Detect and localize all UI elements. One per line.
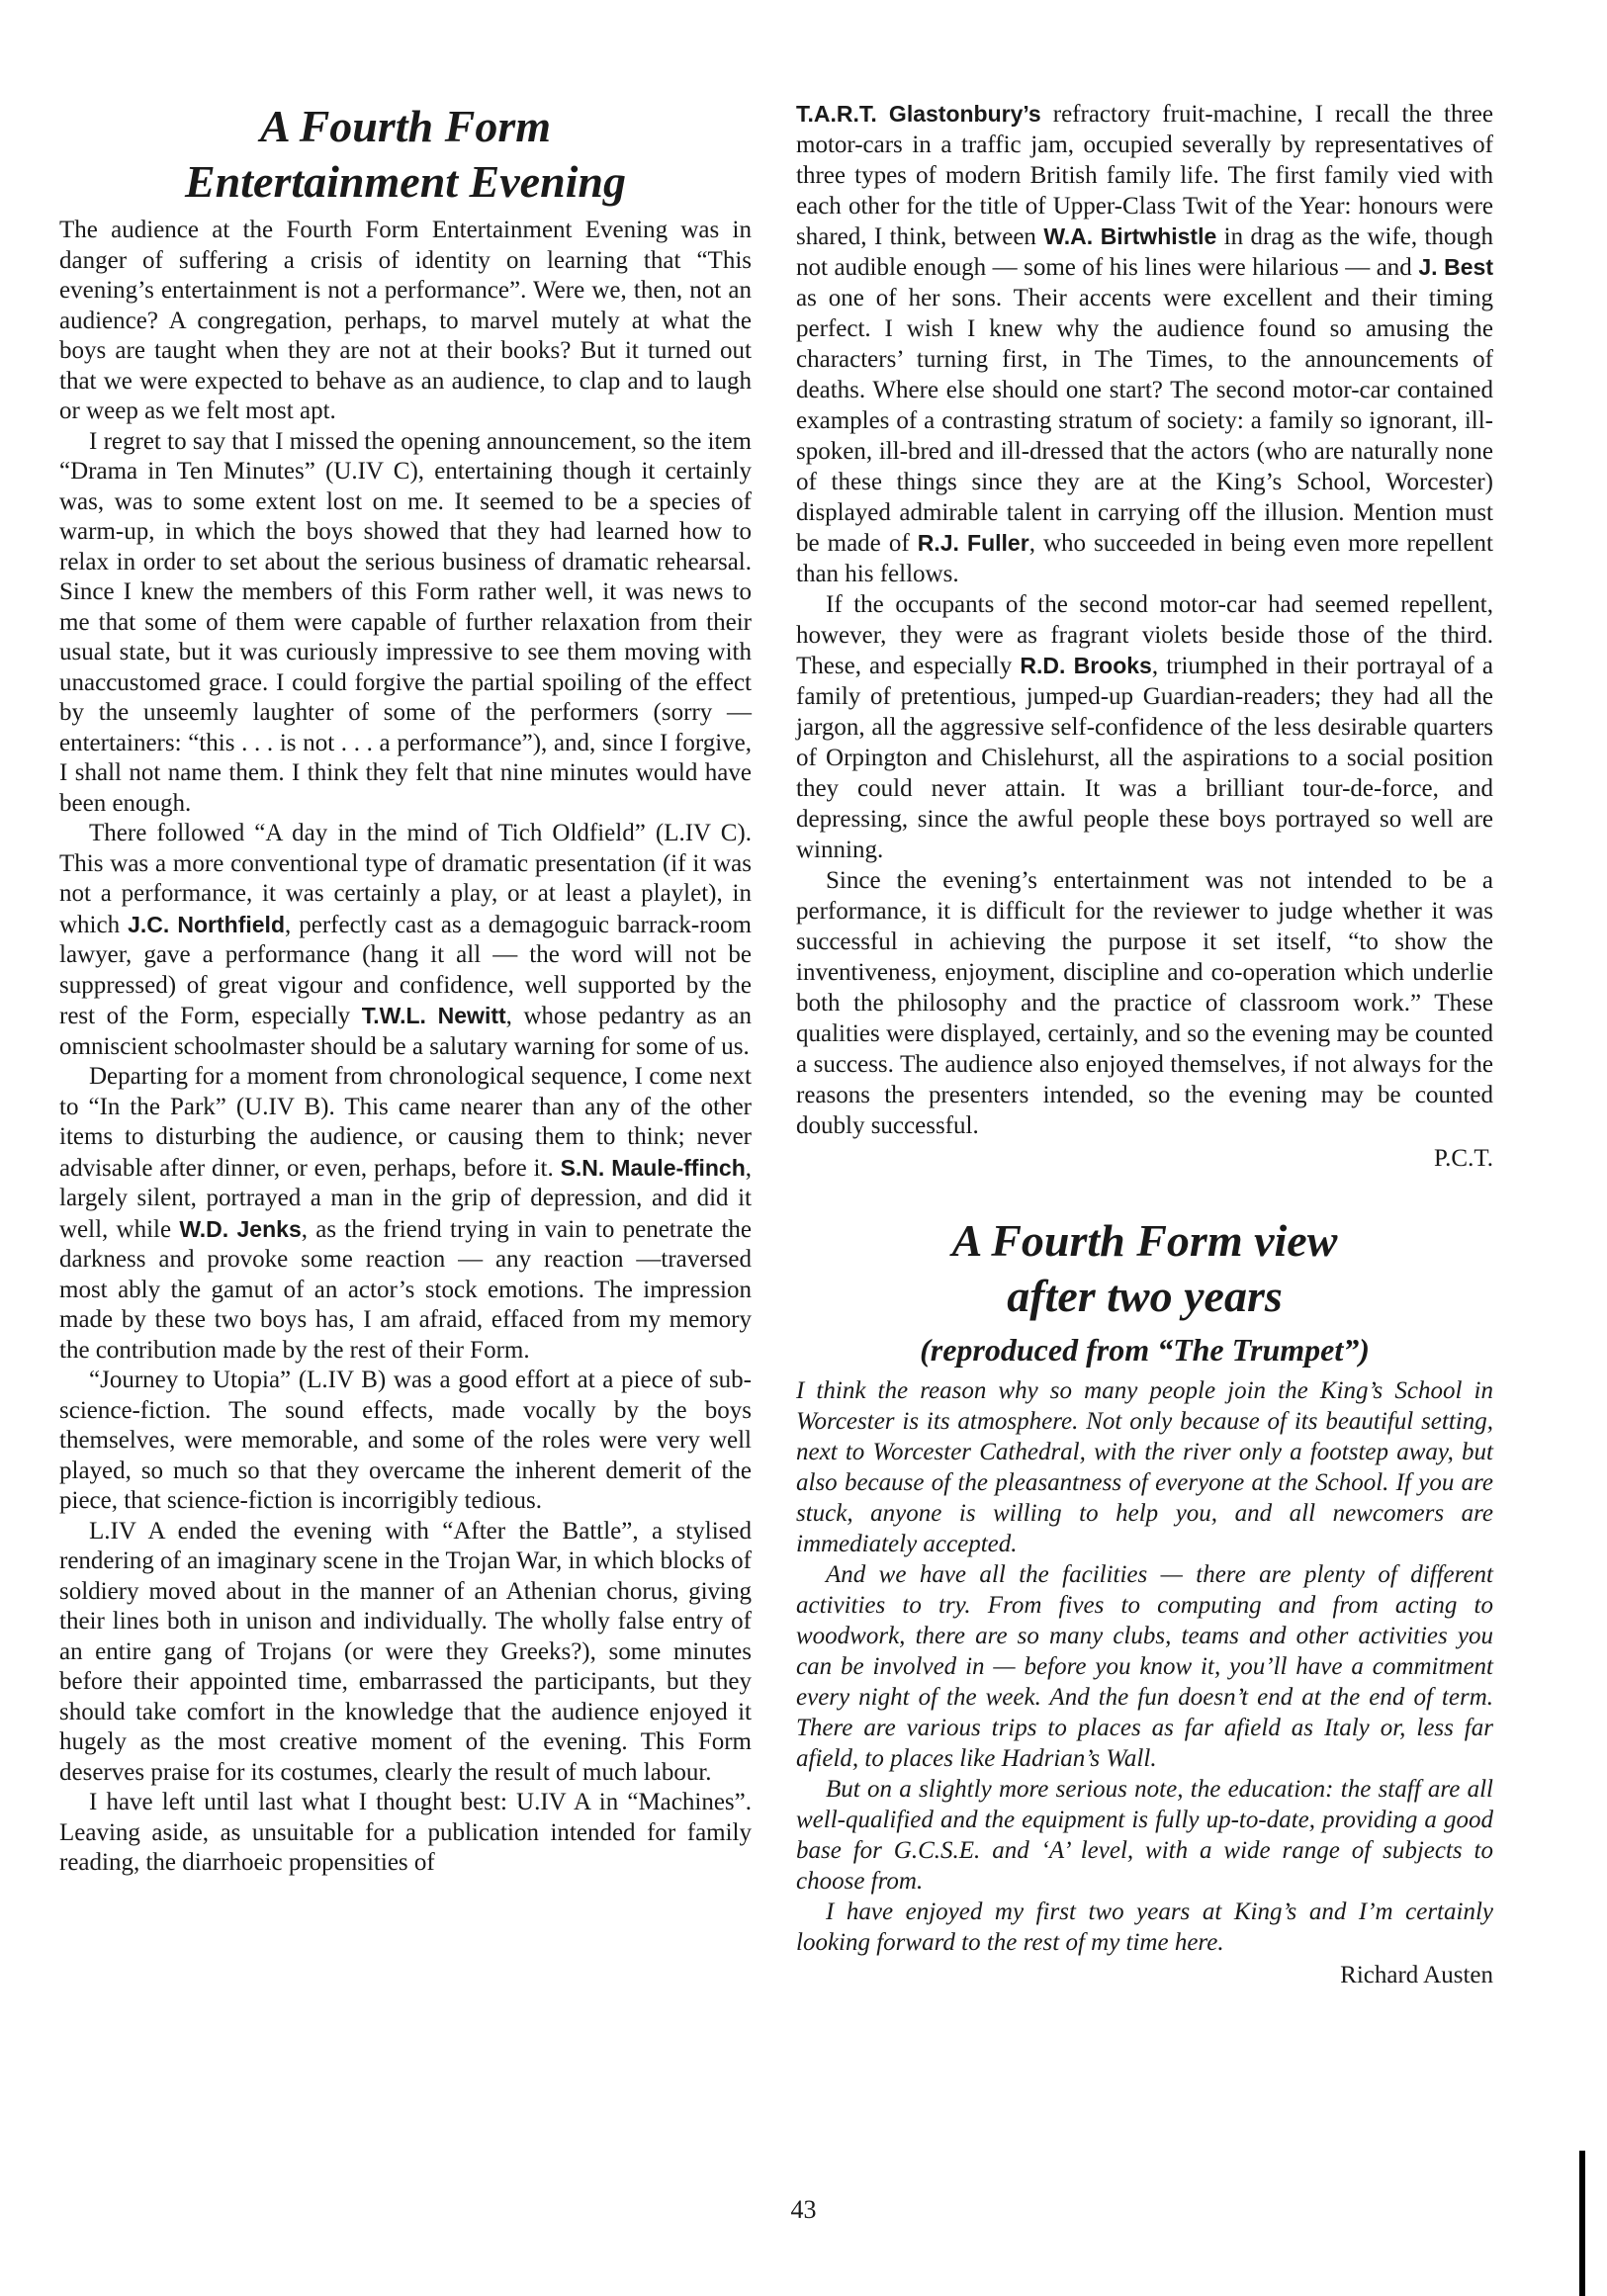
article1-paragraph-7	[59, 1788, 752, 1879]
article1-paragraph-8	[796, 589, 1493, 865]
article2-title-line2: after two years	[1007, 1271, 1283, 1321]
article1-paragraph-9: Since the evening’s entertainment was not intended to be a performance, it is difficult for the reviewer to judge whether it was successful in achieving the purpose it set itself, “to show the inventiveness, enjoyment, discipline and co-operation which underlie both the philosophy and the practice of classroom work.” These qualities were displayed, certainly, and so the evening may be counted a success. The audience also enjoyed themselves, if not always for the reasons the presenters intended, so the evening may be counted doubly successful.	[796, 867, 1493, 1139]
text-run: , largely silent, portrayed a man in the grip of depression, and did it well, while	[59, 1154, 752, 1243]
performer-name: T.A.R.T. Glastonbury’s	[796, 101, 1041, 127]
performer-name: T.W.L. Newitt	[361, 1003, 506, 1028]
article2-title	[796, 1213, 1493, 1324]
performer-name: R.J. Fuller	[917, 530, 1029, 556]
left-column	[59, 99, 752, 1879]
scan-edge-mark	[1579, 2151, 1585, 2296]
performer-name: J. Best	[1418, 254, 1493, 280]
article1-paragraph-4	[59, 1062, 752, 1366]
article2-body	[796, 1375, 1493, 1958]
text-run: , as the friend trying in vain to penetrate the darkness and provoke some reaction — any reaction —traversed most ably the gamut of an actor’s stock emotions. The impression made by these two boys has, I am afraid, effaced from my memory the contribution made by the rest of their Form.	[59, 1215, 752, 1364]
text-run: as one of her sons. Their accents were excellent and their timing perfect. I wish I knew why the audience found so amusing the characters’ turning first, in The Times, to the announcements of deaths. Where else should one start? The second motor-car contained examples of a contrasting stratum of society: a family so ignorant, ill-spoken, ill-bred and ill-dressed that the actors (who are naturally none of these things since they are at the King’s School, Worcester) displayed admirable talent in carrying off the illusion. Mention must be made of	[796, 285, 1493, 557]
page-number: 43	[790, 2195, 817, 2224]
text-run: refractory fruit-machine, I recall the three motor-cars in a traffic jam, occupied severally by representatives of three types of modern British family life. The first family vied with each other for the title of Upper-Class Twit of the Year: honours were shared, I think, between	[796, 101, 1493, 250]
article1-paragraph-1: The audience at the Fourth Form Entertainment Evening was in danger of suffering a crisis of identity on learning that “This evening’s entertainment is not a performance”. Were we, then, not an audience? A congregation, perhaps, to marvel mutely at what the boys are taught when they are not at their books? But it turned out that we were expected to behave as an audience, to clap and to laugh or weep as we felt most apt.	[59, 217, 752, 424]
article2-paragraph-1: I think the reason why so many people join the King’s School in Worcester is its atmosphere. Not only because of its beautiful setting, next to Worcester Cathedral, with the river only a footstep away, but also because of the pleasantness of everyone at the School. If you are stuck, anyone is willing to help you, and all newcomers are immediately accepted.	[796, 1377, 1493, 1557]
text-run: , perfectly cast as a demagoguic barrack-room lawyer, gave a performance (hang it all — the word will not be suppressed) of great vigour and confidence, well supported by the rest of the Form, especially	[59, 911, 752, 1029]
article2-signature: Richard Austen	[1340, 1962, 1493, 1988]
article1-paragraph-7-continued	[796, 99, 1493, 589]
text-run: I have left until last what I thought best: U.IV A in “Machines”. Leaving aside, as unsuitable for a publication intended for family reading, the diarrhoeic propensities of	[59, 1789, 752, 1876]
right-column	[796, 99, 1493, 1990]
article1-paragraph-5: “Journey to Utopia” (L.IV B) was a good effort at a piece of sub-science-fiction. The sound effects, made vocally by the boys themselves, were memorable, and some of the roles were very well played, so much so that they overcame the inherent demerit of the piece, that science-fiction is incorrigibly tedious.	[59, 1367, 752, 1514]
article1-paragraph-6: L.IV A ended the evening with “After the Battle”, a stylised rendering of an imaginary scene in the Trojan War, in which blocks of soldiery moved about in the manner of an Athenian chorus, giving their lines both in unison and individually. The wholly false entry of an entire gang of Trojans (or were they Greeks?), some minutes before their appointed time, embarrassed the participants, but they should take comfort in the knowledge that the audience enjoyed it hugely as the most creative moment of the evening. This Form deserves praise for its costumes, clearly the result of much labour.	[59, 1517, 752, 1786]
article2	[796, 1213, 1493, 1990]
performer-name: W.D. Jenks	[179, 1215, 302, 1242]
article2-subtitle: (reproduced from “The Trumpet”)	[920, 1332, 1370, 1368]
article1-signature: P.C.T.	[1434, 1145, 1493, 1172]
article1-title-line1: A Fourth Form	[259, 101, 552, 151]
article2-paragraph-4: I have enjoyed my first two years at King’s and I’m certainly looking forward to the rest of my time here.	[796, 1899, 1493, 1956]
article1-title	[59, 99, 752, 210]
article1-paragraph-2: I regret to say that I missed the opening announcement, so the item “Drama in Ten Minutes” (U.IV C), entertaining though it certainly was, was to some extent lost on me. It seemed to be a species of warm-up, in which the boys showed that they had learned how to relax in order to set about the serious business of dramatic rehearsal. Since I knew the members of this Form rather well, it was news to me that some of them were capable of further relaxation from their usual state, but it was curiously impressive to see them moving with unaccustomed grace. I could forgive the partial spoiling of the effect by the unseemly laughter of some of the performers (sorry — entertainers: “this . . . is not . . . a performance”), and, since I forgive, I shall not name them. I think they felt that nine minutes would have been enough.	[59, 427, 752, 817]
article1-paragraph-3	[59, 819, 752, 1062]
text-run: If the occupants of the second motor-car had seemed repellent, however, they were as fragrant violets beside those of the third. These, and especially	[796, 591, 1493, 679]
text-run: Departing for a moment from chronological sequence, I come next to “In the Park” (U.IV B). This came nearer than any of the other items to disturbing the audience, or causing them to think; never advisable after dinner, or even, perhaps, before it.	[59, 1063, 752, 1182]
performer-name: W.A. Birtwhistle	[1043, 223, 1217, 249]
article2-paragraph-2: And we have all the facilities — there are plenty of different activities to try. From fives to computing and from acting to woodwork, there are so many clubs, teams and other activities you can be involved in — before you know it, you’ll have a commitment every night of the week. And the fun doesn’t end at the end of term. There are various trips to places as far afield as Italy or, less far afield, to places like Hadrian’s Wall.	[796, 1561, 1493, 1772]
text-run: , whose pedantry as an omniscient schoolmaster should be a salutary warning for some of us.	[59, 1003, 753, 1060]
article1-title-line2: Entertainment Evening	[184, 156, 627, 207]
article2-title-line1: A Fourth Form view	[951, 1215, 1338, 1266]
text-run: , who succeeded in being even more repellent than his fellows.	[796, 530, 1493, 587]
text-run: , triumphed in their portrayal of a family of pretentious, jumped-up Guardian-readers; they had all the jargon, all the aggressive self-confidence of the less desirable quarters of Orpington and Chislehurst, all the aspirations to a social position they could never attain. It was a brilliant tour-de-force, and depressing, since the awful people these boys portrayed so well are winning.	[796, 653, 1493, 863]
text-run: There followed “A day in the mind of Tich Oldfield” (L.IV C). This was a more conventional type of dramatic presentation (if it was not a performance, it was certainly a play, or at least a playlet), in which	[59, 820, 752, 938]
performer-name: J.C. Northfield	[128, 911, 285, 937]
performer-name: S.N. Maule-ffinch	[560, 1154, 746, 1181]
performer-name: R.D. Brooks	[1020, 653, 1152, 678]
text-run: in drag as the wife, though not audible enough — some of his lines were hilarious — and	[796, 223, 1493, 281]
article2-paragraph-3: But on a slightly more serious note, the education: the staff are all well-qualified and the equipment is fully up-to-date, providing a good base for G.C.S.E. and ‘A’ level, with a wide range of subjects to choose from.	[796, 1776, 1493, 1895]
